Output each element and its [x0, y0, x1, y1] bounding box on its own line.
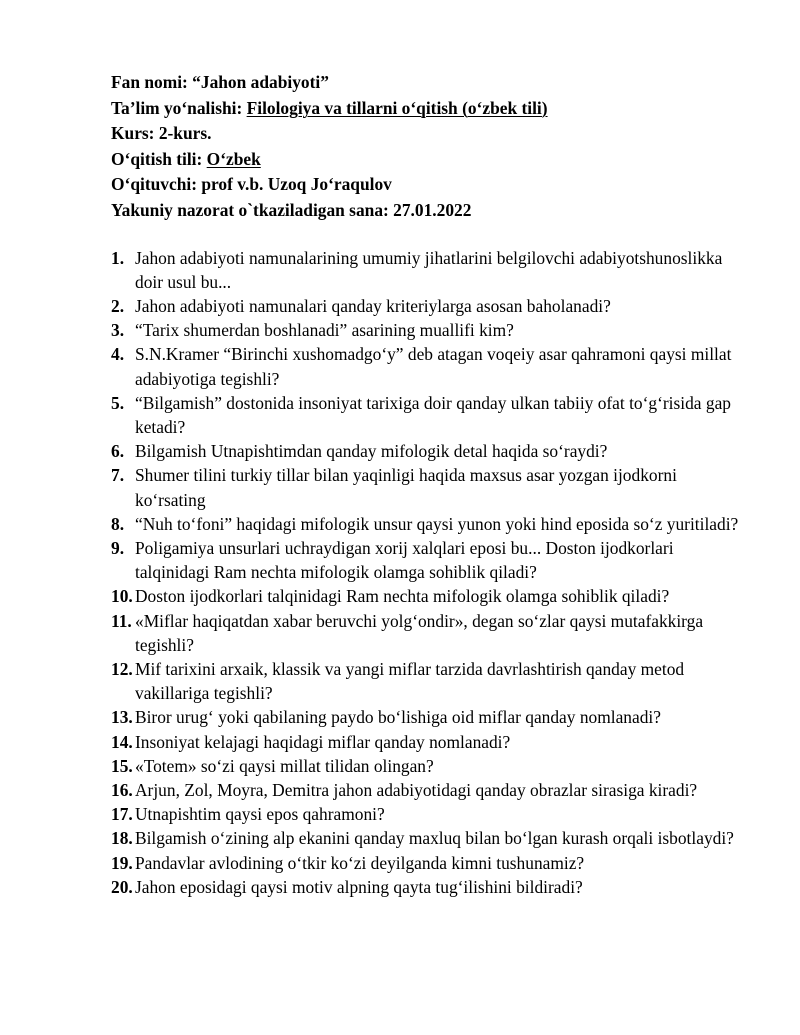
question-list: [111, 246, 751, 899]
question-number: 7.: [111, 465, 125, 486]
question-number: 20.: [111, 876, 133, 897]
question-item: [111, 826, 751, 850]
question-text: Jahon eposidagi qaysi motiv alpning qayta tugʻilishini bildiradi?: [135, 876, 583, 897]
question-number: 16.: [111, 780, 133, 801]
question-item: [111, 705, 751, 729]
question-number: 17.: [111, 804, 133, 825]
subject-name: Fan nomi: “Jahon adabiyoti”: [111, 72, 329, 92]
question-text: Poligamiya unsurlari uchraydigan xorij xalqlari eposi bu... Doston ijodkorlari talqinidagi Ram nechta mifologik olamga sohiblik qiladi?: [135, 538, 674, 583]
teaching-language: Oʻqitish tili: Oʻzbek: [111, 148, 261, 169]
question-text: Jahon adabiyoti namunalarining umumiy jihatlarini belgilovchi adabiyotshunoslikka doir usul bu...: [135, 247, 723, 292]
question-text: «Miflar haqiqatdan xabar beruvchi yolgʻondir», degan soʻzlar qaysi mutafakkirga tegishli?: [135, 610, 704, 655]
question-number: 6.: [111, 441, 125, 462]
question-text: Bilgamish Utnapishtimdan qanday mifologik detal haqida soʻraydi?: [135, 441, 608, 462]
question-item: [111, 802, 751, 826]
question-item: [111, 391, 751, 439]
question-text: S.N.Kramer “Birinchi xushomadgoʻy” deb atagan voqeiy asar qahramoni qaysi millat adabiyotiga tegishli?: [135, 344, 732, 389]
question-number: 13.: [111, 707, 133, 728]
question-item: [111, 536, 751, 584]
question-item: [111, 778, 751, 802]
question-text: Doston ijodkorlari talqinidagi Ram nechta mifologik olamga sohiblik qiladi?: [135, 586, 670, 607]
question-number: 9.: [111, 538, 125, 558]
question-number: 4.: [111, 344, 125, 365]
document-page: [111, 70, 751, 899]
question-number: 8.: [111, 513, 125, 534]
question-item: [111, 512, 751, 536]
question-text: «Totem» soʻzi qaysi millat tilidan olingan?: [135, 755, 434, 776]
question-text: Utnapishtim qaysi epos qahramoni?: [135, 804, 385, 825]
question-text: “Nuh toʻfoni” haqidagi mifologik unsur qaysi yunon yoki hind eposida soʻz yuritiladi?: [135, 513, 739, 534]
question-number: 19.: [111, 852, 133, 873]
question-number: 1.: [111, 247, 125, 268]
question-item: [111, 730, 751, 754]
question-number: 11.: [111, 610, 132, 631]
question-text: Biror urugʻ yoki qabilaning paydo boʻlishiga oid miflar qanday nomlanadi?: [135, 707, 661, 728]
question-item: [111, 342, 751, 390]
question-number: 2.: [111, 295, 125, 316]
question-number: 15.: [111, 755, 133, 776]
question-number: 5.: [111, 392, 125, 413]
question-number: 14.: [111, 731, 133, 752]
question-number: 3.: [111, 320, 125, 341]
question-item: [111, 875, 751, 899]
question-text: Jahon adabiyoti namunalari qanday kriteriylarga asosan baholanadi?: [135, 295, 611, 316]
question-text: Pandavlar avlodining oʻtkir koʻzi deyilganda kimni tushunamiz?: [135, 852, 585, 873]
question-text: “Bilgamish” dostonida insoniyat tarixiga doir qanday ulkan tabiiy ofat toʻgʻrisida gap ketadi?: [135, 392, 731, 437]
question-number: 10.: [111, 586, 133, 607]
question-item: [111, 754, 751, 778]
question-text: “Tarix shumerdan boshlanadi” asarining muallifi kim?: [135, 320, 514, 341]
question-text: Arjun, Zol, Moyra, Demitra jahon adabiyotidagi qanday obrazlar sirasiga kiradi?: [135, 780, 698, 801]
question-text: Mif tarixini arxaik, klassik va yangi miflar tarzida davrlashtirish qanday metod vakillariga tegishli?: [135, 659, 685, 704]
study-direction: Ta’lim yoʻnalishi: Filologiya va tillarni oʻqitish (oʻzbek tili): [111, 97, 548, 118]
question-item: [111, 657, 751, 705]
question-text: Shumer tilini turkiy tillar bilan yaqinligi haqida maxsus asar yozgan ijodkorni koʻrsating: [135, 465, 677, 510]
exam-date: Yakuniy nazorat o`tkaziladigan sana: 27.01.2022: [111, 199, 472, 220]
course: Kurs: 2-kurs.: [111, 123, 212, 144]
question-item: [111, 463, 751, 511]
document-header: [111, 70, 751, 224]
question-item: [111, 246, 751, 294]
teacher: Oʻqituvchi: prof v.b. Uzoq Joʻraqulov: [111, 174, 392, 195]
question-item: [111, 318, 751, 342]
question-number: 18.: [111, 828, 133, 849]
question-item: [111, 609, 751, 657]
question-item: [111, 294, 751, 318]
question-text: Bilgamish oʻzining alp ekanini qanday maxluq bilan boʻlgan kurash orqali isbotlaydi?: [135, 828, 734, 849]
question-item: [111, 439, 751, 463]
question-text: Insoniyat kelajagi haqidagi miflar qanday nomlanadi?: [135, 731, 511, 752]
question-item: [111, 584, 751, 608]
question-item: [111, 851, 751, 875]
question-number: 12.: [111, 659, 133, 680]
